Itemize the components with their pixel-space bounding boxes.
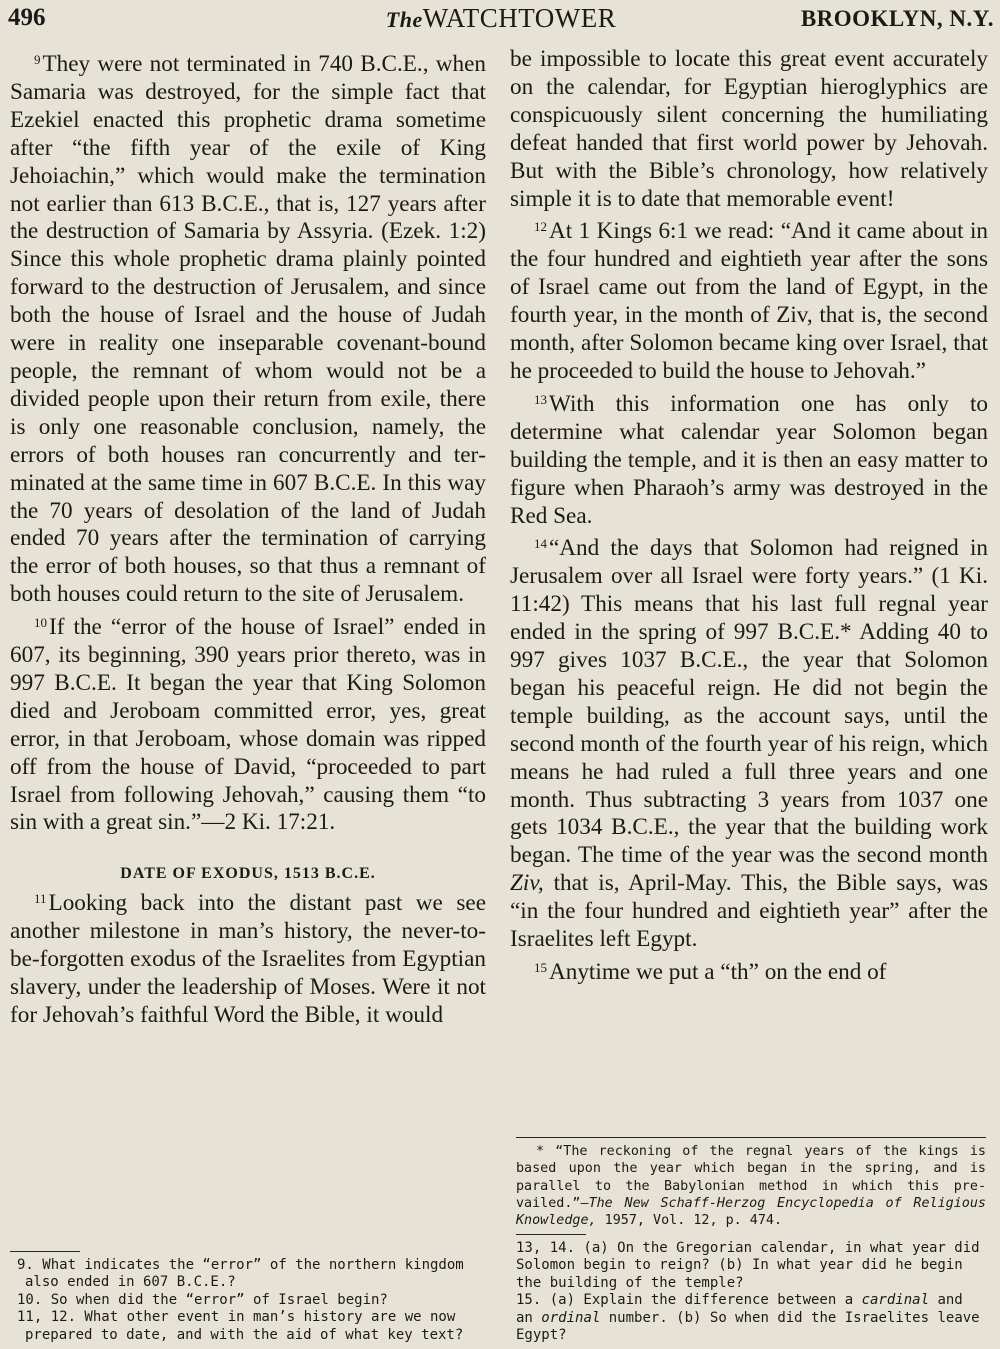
- paragraph-number: 11: [34, 891, 47, 907]
- right-column: [510, 46, 988, 987]
- paragraph-12: [510, 213, 988, 385]
- question-13-14: 13, 14. (a) On the Gregorian calendar, in what year did Solomon begin to reign? (b) In what year did he begin the building of the temple?: [516, 1240, 980, 1291]
- footnote-source: The New Schaff-Herzog Encyclopedia of Religious Knowledge,: [516, 1195, 986, 1229]
- paragraph-15: [510, 954, 988, 987]
- paragraph-text: “And the days that Solomon had reigned in Jerusalem over all Israel were forty years.” (1 Ki. 11:42) This means that his last full regnal year ended in the spring of 997 B.C.E.* Adding 40 to 997 gives 1037 B.C.E., the year that Solomon began his peaceful reign. He did not begin the temple building, as the account says, until the second month of the fourth year of his reign, which means he had ruled a full three years and one month. Thus subtracting 3 years from 1037 one gets 1034 B.C.E., the year that the building work began. The time of the year was the second month: [510, 535, 988, 869]
- footnote-text: * “The reckoning of the regnal years of the kings is based upon the year which began in the spring, and is parallel to the Babylonian method in which this prevailed.”—: [516, 1144, 986, 1211]
- question-10: 10. So when did the “error” of Israel begin?: [17, 1291, 388, 1308]
- paragraph-11-continued: be impossible to locate this great event accurately on the calendar, for Egyptian hieroglyphics are conspicuously silent concerning the humiliating defeat handed that first world power by Jehovah. But with the Bible’s chronology, how relatively simple it is to date that memorable event!: [510, 46, 988, 212]
- study-questions-left: [17, 1257, 491, 1344]
- question-text: and an: [516, 1292, 963, 1326]
- paragraph-10: [10, 609, 486, 837]
- footnote: [516, 1143, 986, 1229]
- paragraph-number: 12: [534, 219, 547, 235]
- footnote-rule: [516, 1137, 986, 1138]
- paragraph-number: 10: [34, 615, 47, 631]
- italic-word: ordinal: [541, 1309, 601, 1326]
- paragraph-text: At 1 Kings 6:1 we read: “And it came about in the four hundred and eightieth year after the sons of Israel came out from the land of Egypt, in the fourth year, in the month of Ziv, that is, the second month, after Solomon became king over Israel, that he proceeded to build the house to Jehovah.”: [510, 218, 988, 384]
- paragraph-number: 9: [34, 52, 41, 67]
- footnote-text: 1957, Vol. 12, p. 474.: [596, 1213, 783, 1229]
- question-text: number. (b) So when did the Israelites leave Egypt?: [516, 1309, 980, 1344]
- place-of-publication: BROOKLYN, N.Y.: [800, 6, 994, 31]
- paragraph-number: 13: [534, 391, 547, 407]
- paragraph-number: 15: [534, 960, 547, 975]
- study-questions-right: [516, 1240, 988, 1344]
- masthead-title: WATCHTOWER: [422, 3, 617, 33]
- paragraph-text: Anytime we put a “th” on the end of: [549, 959, 887, 985]
- paragraph-14: [510, 530, 988, 954]
- paragraph-11: [10, 885, 486, 1030]
- paragraph-text: They were not terminated in 740 B.C.E., when Samaria was destroyed, for the simple fact that Ezekiel enacted this prophetic drama sometime after “the fifth year of the exile of King Jehoiachin,” which would make the termination not earlier than 613 B.C.E., that is, 127 years after the destruction of Samaria by Assyria. (Ezek. 1:2) Since this whole prophetic drama plainly pointed forward to the destruction of Jerusalem, and since both the house of Israel and the house of Judah were in reality one inseparable covenant-bound people, the remnant of whom would not be a divided people upon their return from exile, there is only one reasonable conclusion, namely, the errors of both houses ran concurrently and terminated at the same time in 607 B.C.E. In this way the 70 years of desolation of the land of Judah ended 70 years after the termination of carrying the error of both houses, so that thus a remnant of both houses could return to the site of Jerusalem.: [10, 51, 486, 608]
- paragraph-number: 14: [534, 536, 547, 552]
- paragraph-9: [10, 46, 486, 609]
- left-column: [10, 46, 486, 1030]
- question-9: 9. What indicates the “error” of the northern kingdom also ended in 607 B.C.E.?: [17, 1257, 464, 1291]
- paragraph-text: that is, April-May. This, the Bible says, was “in the four hundred and eightieth year” after the Israelites left Egypt.: [510, 870, 988, 953]
- masthead-the: The: [385, 7, 423, 32]
- page-header: [8, 4, 994, 40]
- italic-word: cardinal: [861, 1292, 930, 1309]
- italic-word: Ziv,: [510, 870, 544, 897]
- section-subheading: DATE OF EXODUS, 1513 B.C.E.: [120, 865, 376, 883]
- paragraph-text: With this information one has only to determine what calendar year Solomon began building the temple, and it is then an easy matter to figure when Pharaoh’s army was destroyed in the Red Sea.: [510, 390, 988, 529]
- questions-rule-right: [516, 1234, 586, 1235]
- question-15: [516, 1292, 988, 1344]
- paragraph-text: If the “error of the house of Israel” ended in 607, its beginning, 390 years prior thereto, was in 997 B.C.E. It began the year that King Solomon died and Jeroboam committed error, yes, great error, in that Jeroboam, whose domain was ripped off from the house of David, “proceeded to part Israel from following Jehovah,” causing them “to sin with a great sin.”—2 Ki. 17:21.: [10, 614, 486, 836]
- question-11-12: 11, 12. What other event in man’s history are we now prepared to date, and with the aid of what key text?: [17, 1309, 464, 1343]
- question-text: 15. (a) Explain the difference between a: [516, 1292, 862, 1309]
- page-number: 496: [8, 4, 46, 31]
- paragraph-text: Looking back into the distant past we see another milestone in man’s history, the never-to-be-forgotten exodus of the Israelites from Egyptian slavery, under the leadership of Moses. Were it not for Jehovah’s faithful Word the Bible, it would: [10, 890, 486, 1028]
- paragraph-13: [510, 386, 988, 531]
- questions-rule-left: [10, 1251, 80, 1252]
